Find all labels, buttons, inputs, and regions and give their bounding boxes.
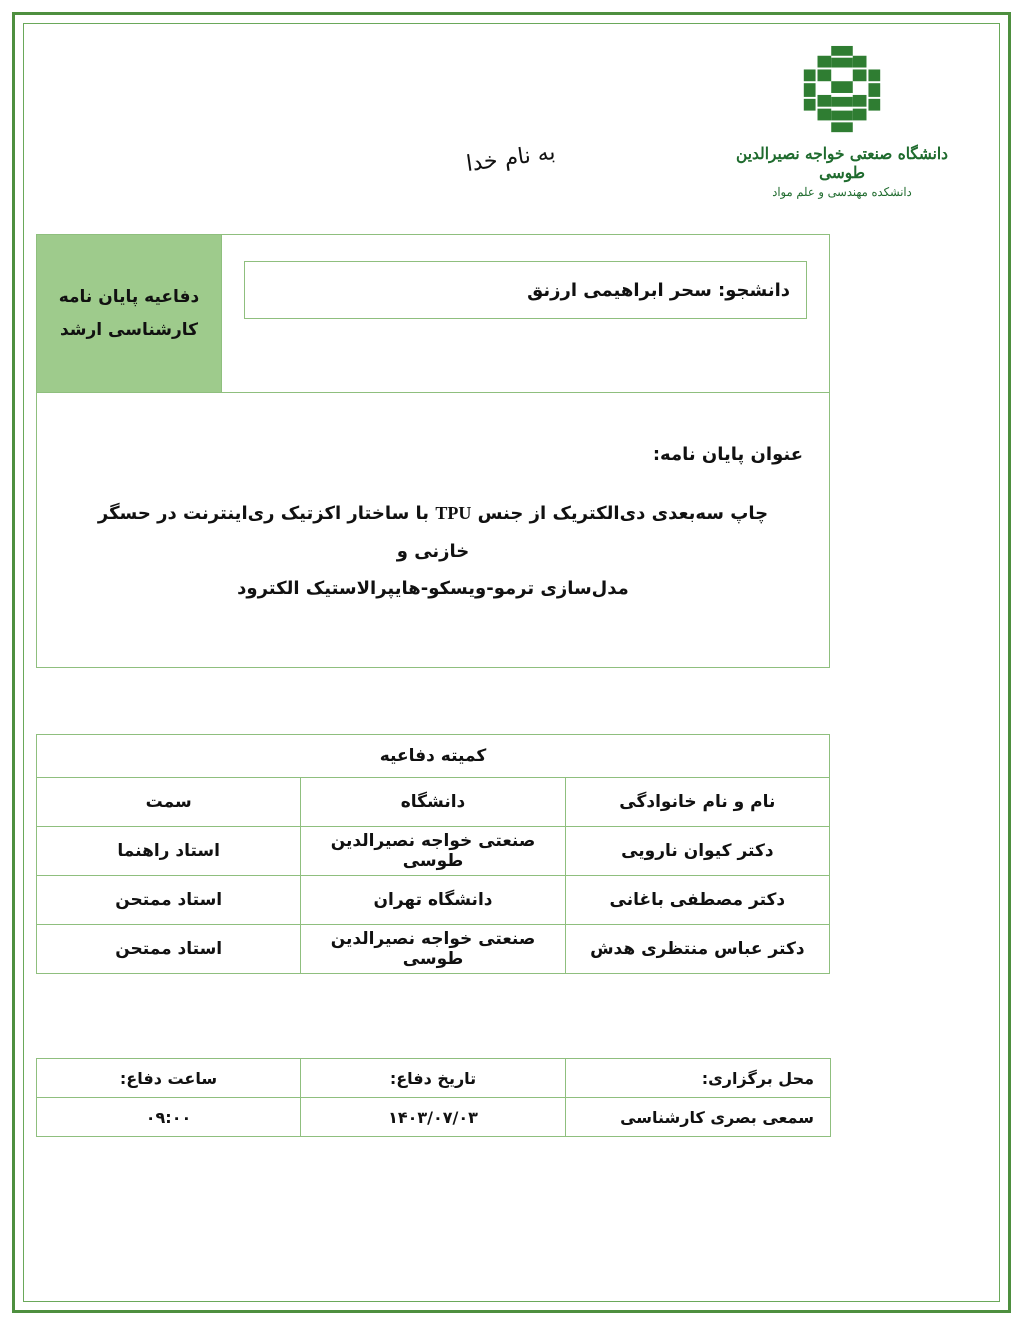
student-cell xyxy=(222,235,830,393)
table-row xyxy=(37,876,830,925)
thesis-title-text xyxy=(63,495,803,608)
committee-member-role: استاد راهنما xyxy=(37,827,301,876)
university-emblem-icon xyxy=(788,44,896,140)
faculty-name: دانشکده مهندسی و علم مواد xyxy=(772,185,912,199)
table-row xyxy=(37,1098,831,1137)
committee-header-role: سمت xyxy=(37,778,301,827)
table-row xyxy=(37,827,830,876)
thesis-title-cell xyxy=(37,393,830,668)
time-label: ساعت دفاع: xyxy=(37,1059,301,1098)
location-value: سمعی بصری کارشناسی xyxy=(566,1098,831,1137)
committee-member-name: دکتر کیوان نارویی xyxy=(565,827,829,876)
date-value: ۱۴۰۳/۰۷/۰۳ xyxy=(301,1098,566,1137)
student-name-field: دانشجو: سحر ابراهیمی ارزنق xyxy=(244,261,807,319)
university-logo-block xyxy=(707,44,977,199)
committee-caption-row xyxy=(37,735,830,778)
university-name: دانشگاه صنعتی خواجه نصیرالدین طوسی xyxy=(736,144,948,182)
thesis-title-material-code: TPU xyxy=(435,502,472,523)
thesis-title-line1 xyxy=(71,495,795,571)
location-label: محل برگزاری: xyxy=(566,1059,831,1098)
defense-type-line2: کارشناسی ارشد xyxy=(59,319,199,340)
committee-header-name: نام و نام خانوادگی xyxy=(565,778,829,827)
committee-header-university: دانشگاه xyxy=(301,778,565,827)
defense-logistics-table xyxy=(36,1058,831,1137)
committee-member-name: دکتر عباس منتظری هدش xyxy=(565,925,829,974)
thesis-title-label: عنوان پایان نامه: xyxy=(652,443,803,465)
table-row xyxy=(37,925,830,974)
thesis-title-line1-part-a: چاپ سه‌بعدی دی‌الکتریک از جنس xyxy=(471,502,769,524)
defense-type-line1: دفاعیه پایان نامه xyxy=(58,287,200,308)
thesis-title-line1-part-b: با ساختار اکزتیک ری‌اینترنت در حسگر خازنی و xyxy=(97,502,470,562)
document-header xyxy=(36,36,987,216)
logistics-header-row xyxy=(37,1059,831,1098)
committee-member-university: دانشگاه تهران xyxy=(301,876,565,925)
committee-member-role: استاد ممتحن xyxy=(37,925,301,974)
committee-header-row xyxy=(37,778,830,827)
document-content xyxy=(36,36,987,1289)
besmellah-text: به نام خدا xyxy=(464,139,557,178)
committee-caption: کمیته دفاعیه xyxy=(37,735,830,778)
thesis-info-table xyxy=(36,234,830,668)
committee-member-role: استاد ممتحن xyxy=(37,876,301,925)
thesis-title-line2: مدل‌سازی ترمو-ویسکو-هایپرالاستیک الکترود xyxy=(237,578,629,600)
table-row xyxy=(37,235,830,393)
time-value: ۰۹:۰۰ xyxy=(37,1098,301,1137)
committee-member-university: صنعتی خواجه نصیرالدین طوسی xyxy=(301,827,565,876)
defense-committee-table xyxy=(36,734,830,974)
defense-type-cell xyxy=(37,235,222,393)
committee-member-name: دکتر مصطفی باغانی xyxy=(565,876,829,925)
date-label: تاریخ دفاع: xyxy=(301,1059,566,1098)
table-row xyxy=(37,393,830,668)
committee-member-university: صنعتی خواجه نصیرالدین طوسی xyxy=(301,925,565,974)
